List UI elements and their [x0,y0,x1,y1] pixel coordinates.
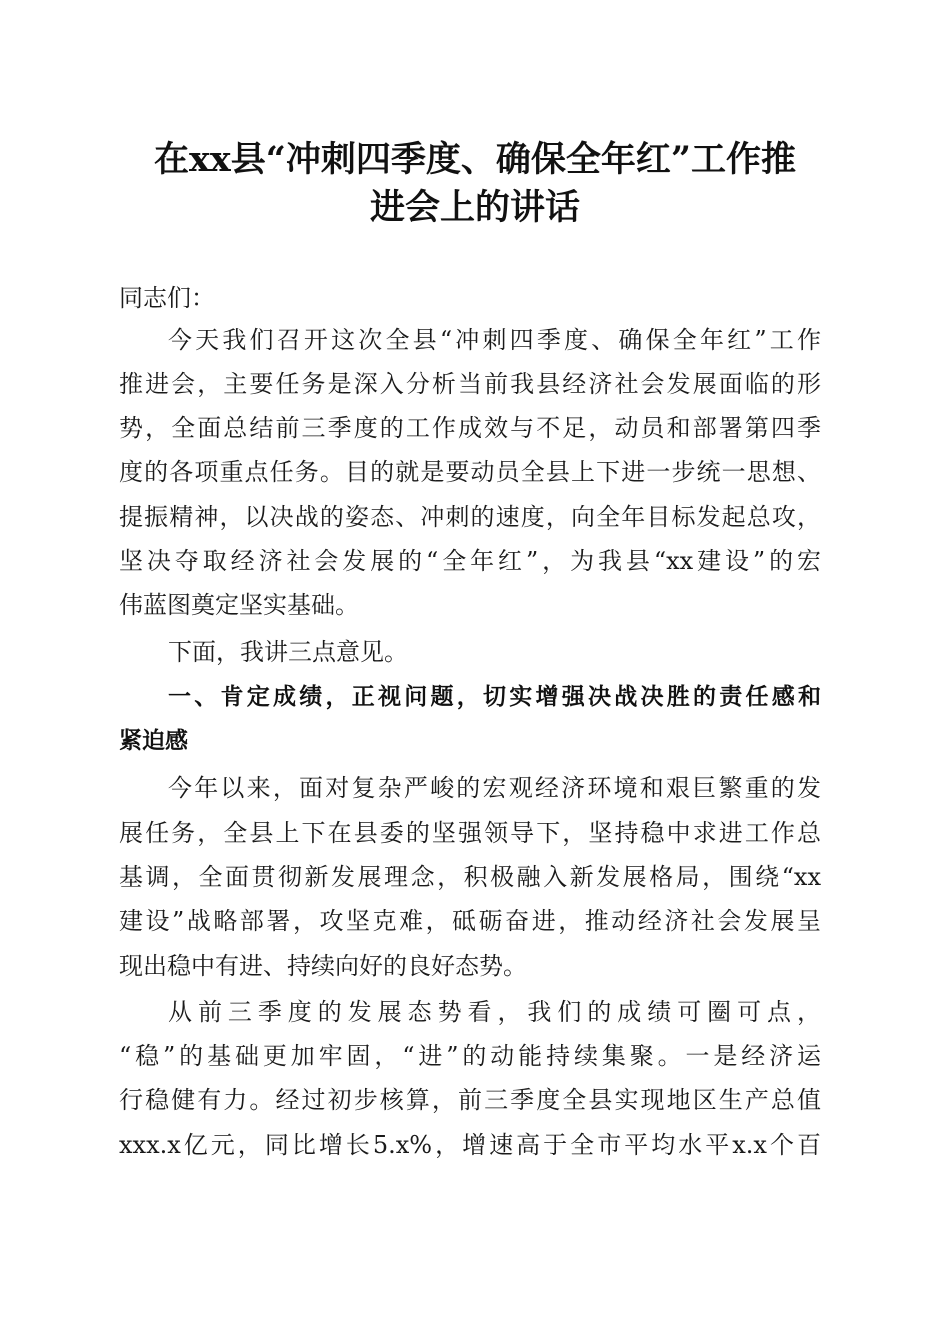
paragraph-line: 建设”战略部署，攻坚克难，砥砺奋进，推动经济社会发展呈 [119,907,821,935]
paragraph-line: 基调，全面贯彻新发展理念，积极融入新发展格局，围绕“xx [119,863,821,891]
paragraph-line: 从前三季度的发展态势看，我们的成绩可圈可点， [168,998,821,1026]
section-heading-line-1: 一、肯定成绩，正视问题，切实增强决战决胜的责任感和 [168,684,821,710]
paragraph-line: 度的各项重点任务。目的就是要动员全县上下进一步统一思想、 [119,458,821,486]
paragraph-line: 提振精神，以决战的姿态、冲刺的速度，向全年目标发起总攻， [119,503,821,531]
paragraph-line: 今年以来，面对复杂严峻的宏观经济环境和艰巨繁重的发 [168,774,821,802]
paragraph-line: 下面，我讲三点意见。 [168,638,408,666]
paragraph-line: “稳”的基础更加牢固，“进”的动能持续集聚。一是经济运 [119,1042,821,1070]
salutation: 同志们： [119,284,215,312]
document-title-line-1: 在xx县“冲刺四季度、确保全年红”工作推 [154,139,796,180]
paragraph-line: 展任务，全县上下在县委的坚强领导下，坚持稳中求进工作总 [119,819,821,847]
paragraph-line: 势，全面总结前三季度的工作成效与不足，动员和部署第四季 [119,414,821,442]
paragraph-line: xxx.x亿元，同比增长5.x%，增速高于全市平均水平x.x个百 [119,1131,821,1159]
paragraph-line: 推进会，主要任务是深入分析当前我县经济社会发展面临的形 [119,370,821,398]
document-title-line-2: 进会上的讲话 [369,187,580,228]
paragraph-line: 行稳健有力。经过初步核算，前三季度全县实现地区生产总值 [119,1086,821,1114]
paragraph-line: 坚决夺取经济社会发展的“全年红”，为我县“xx建设”的宏 [119,547,821,575]
paragraph-line: 现出稳中有进、持续向好的良好态势。 [119,952,527,980]
section-heading-line-2: 紧迫感 [119,728,188,754]
paragraph-line: 今天我们召开这次全县“冲刺四季度、确保全年红”工作 [168,326,821,354]
paragraph-line: 伟蓝图奠定坚实基础。 [119,591,359,619]
